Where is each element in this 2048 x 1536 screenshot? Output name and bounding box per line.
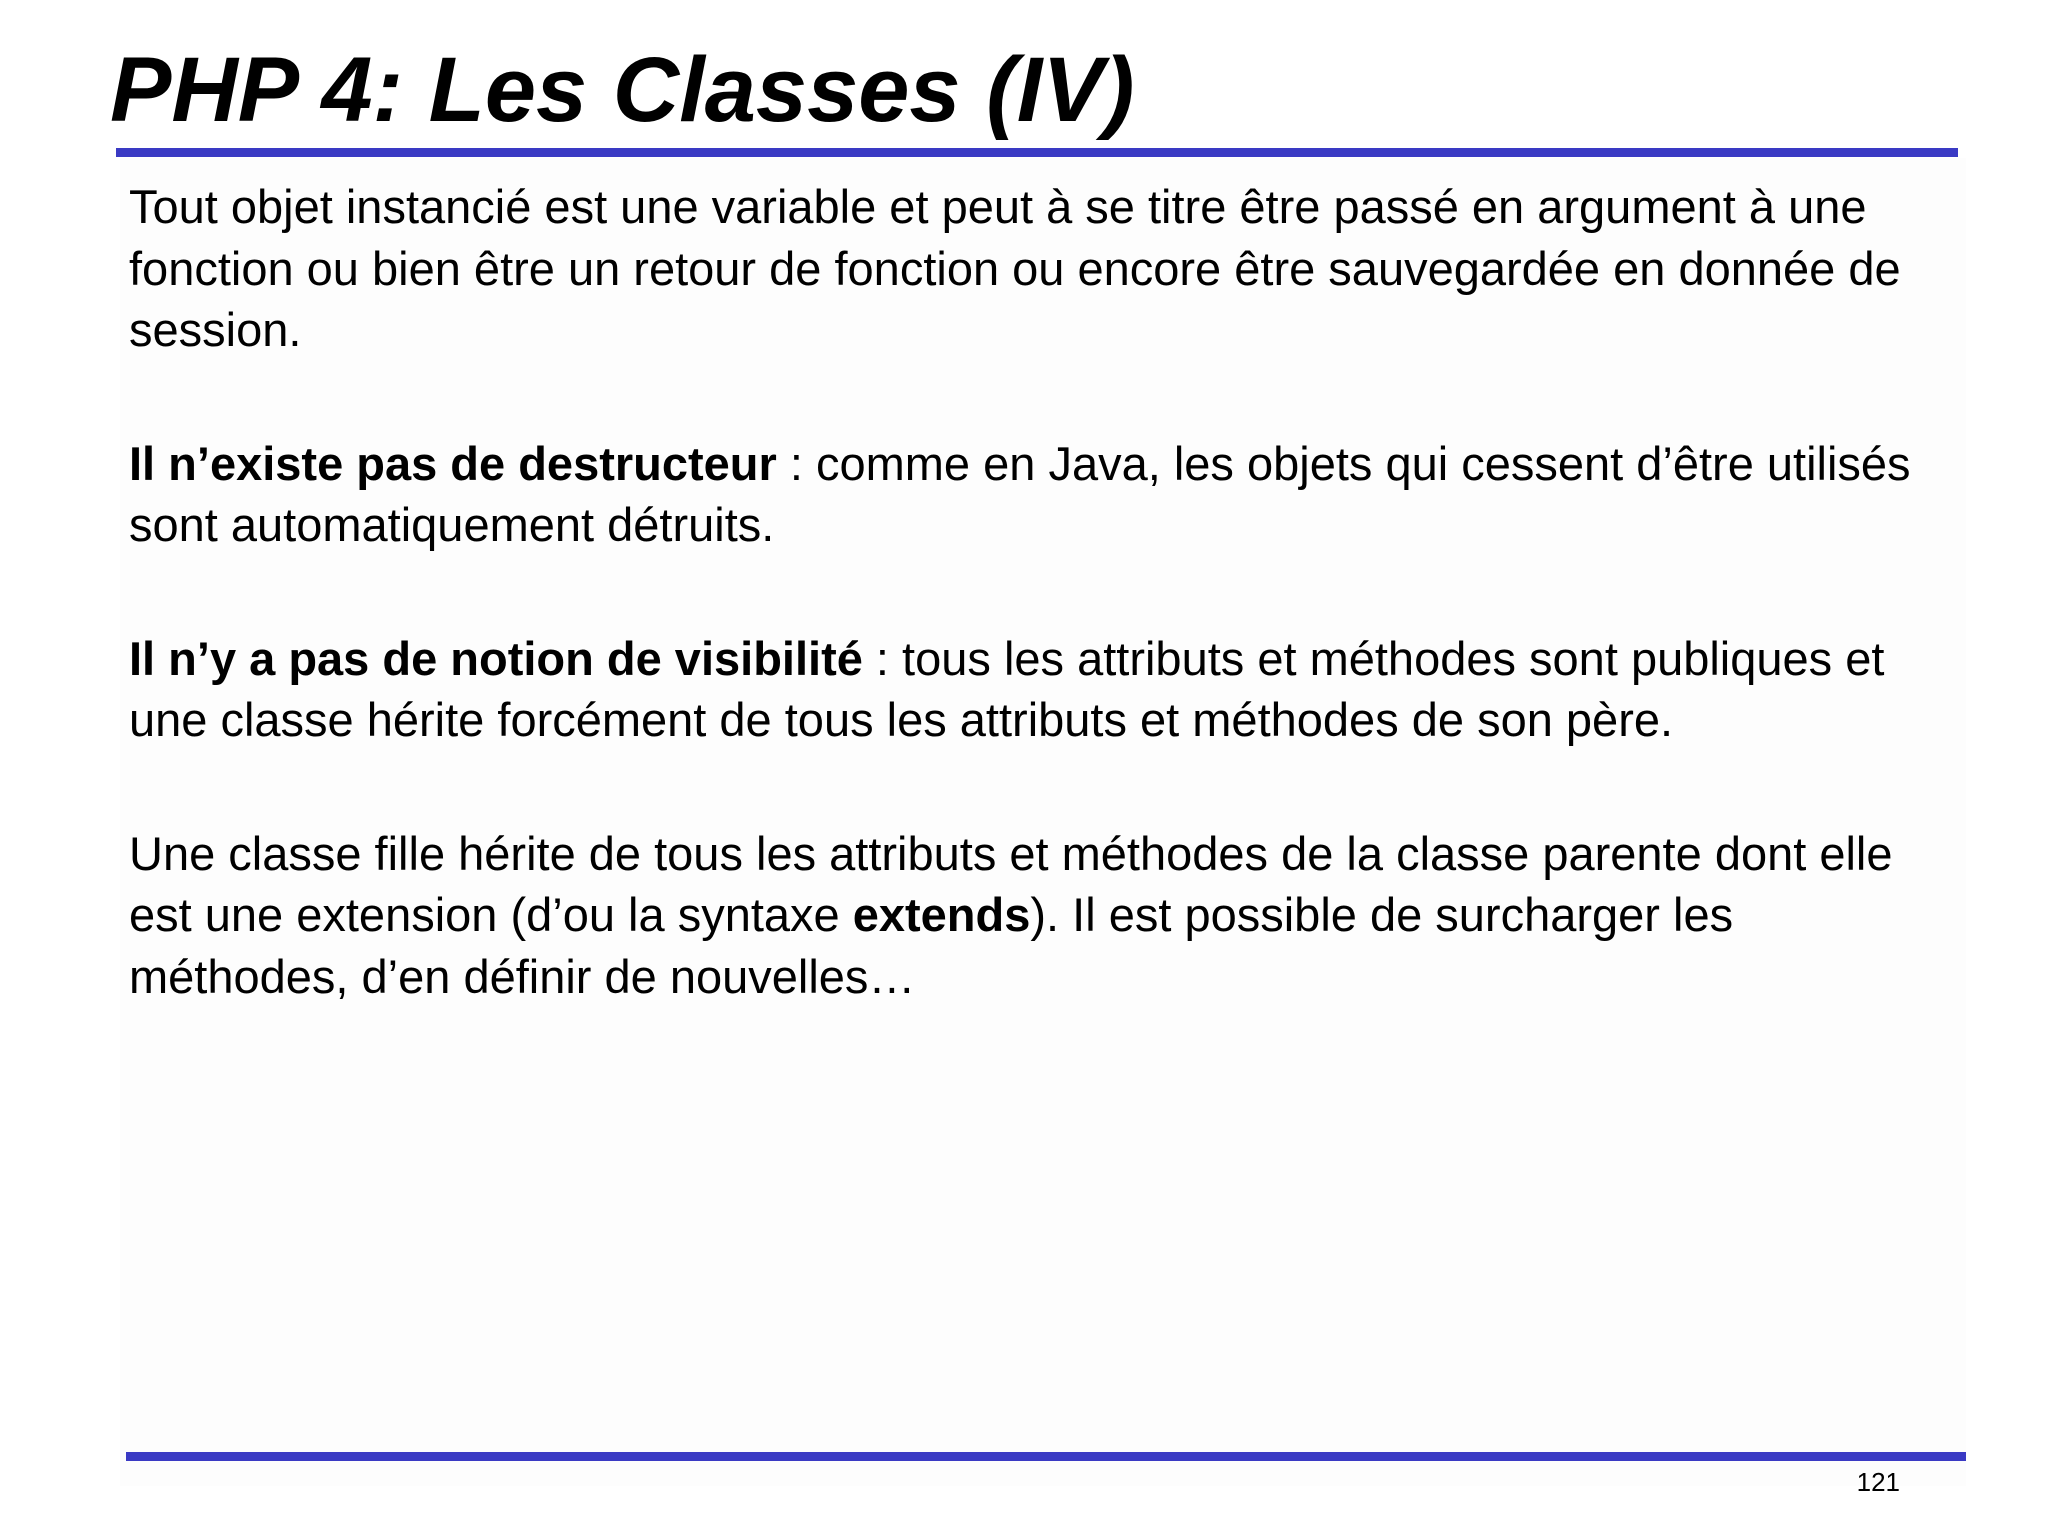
- paragraph-text: Tout objet instancié est une variable et peut à se titre être passé en argument à une fonction ou bien être un retour de fonction ou encore être sauvegardée en donnée de session.: [129, 180, 1901, 356]
- title-divider: [116, 148, 1958, 157]
- slide-body: [129, 176, 1959, 1079]
- paragraph-text: Une classe fille hérite de tous les attributs et méthodes de la classe parente dont elle est une extension (d’ou la syntaxe: [129, 826, 1893, 941]
- paragraph-bold-heading: Il n’y a pas de notion de visibilité: [129, 631, 863, 685]
- page-number: 121: [1856, 1467, 1900, 1497]
- paragraph-objects-as-variables: [129, 176, 1959, 361]
- extends-keyword: extends: [852, 888, 1031, 941]
- paragraph-text: ). Il est possible de surcharger les méthodes, d’en définir de nouvelles…: [129, 888, 1734, 1003]
- paragraph-text: : comme en Java, les objets qui cessent d’être utilisés sont automatiquement détruits.: [129, 436, 1911, 551]
- slide-title: PHP 4: Les Classes (IV): [110, 39, 1135, 141]
- paragraph-no-visibility: [129, 628, 1959, 751]
- footer-divider: [126, 1452, 1966, 1461]
- paragraph-bold-heading: Il n’existe pas de destructeur: [129, 436, 777, 490]
- paragraph-inheritance: [129, 823, 1959, 1008]
- paragraph-text: : tous les attributs et méthodes sont publiques et une classe hérite forcément de tous les attributs et méthodes de son père.: [129, 631, 1885, 746]
- paragraph-no-destructor: [129, 433, 1959, 556]
